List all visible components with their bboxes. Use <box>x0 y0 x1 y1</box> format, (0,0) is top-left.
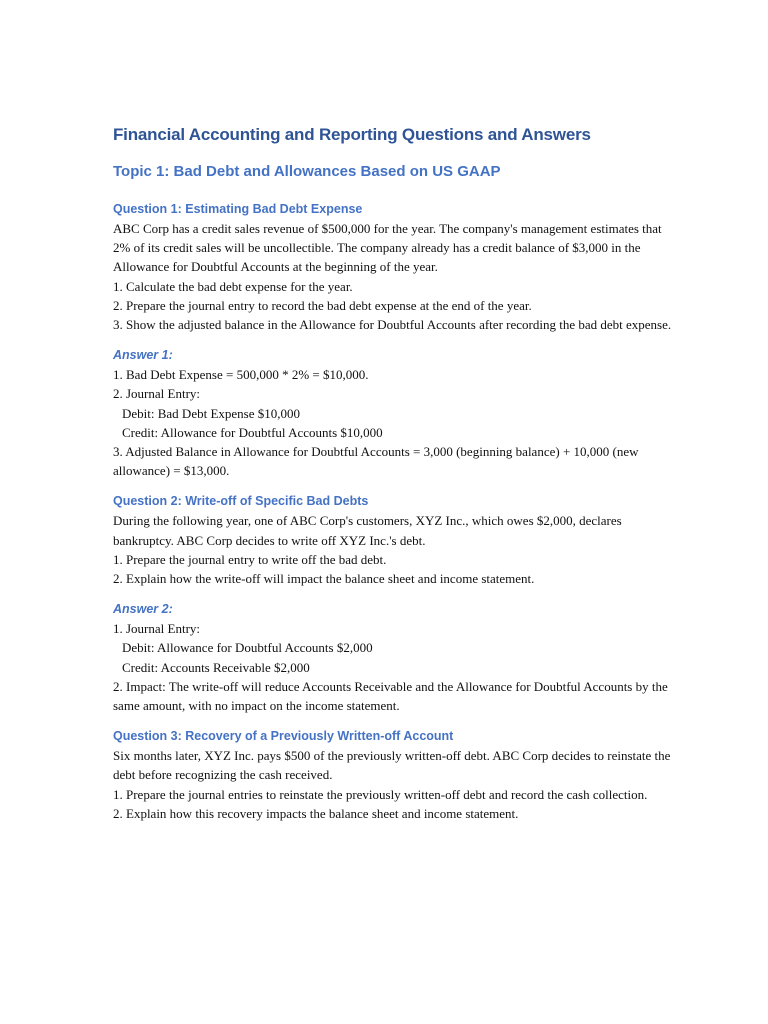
question-1-body: ABC Corp has a credit sales revenue of $500,000 for the year. The company's management estimates that 2% of its credit sales will be uncollectible. The company already has a credit balance of $3,000 in the Allowance for Doubtful Accounts at the beginning of the year. <box>113 221 662 275</box>
answer-2-line: 2. Impact: The write-off will reduce Accounts Receivable and the Allowance for Doubtful Accounts by the same amount, with no impact on the income statement. <box>113 678 668 714</box>
question-1-item: 3. Show the adjusted balance in the Allowance for Doubtful Accounts after recording the bad debt expense. <box>113 317 672 333</box>
answer-1-line: 3. Adjusted Balance in Allowance for Doubtful Accounts = 3,000 (beginning balance) + 10,000 (new allowance) = $13,000. <box>113 444 639 479</box>
question-1-item: 2. Prepare the journal entry to record the bad debt expense at the end of the year. <box>113 297 532 313</box>
question-3-item: 1. Prepare the journal entries to reinstate the previously written-off debt and record the cash collection. <box>113 786 648 802</box>
answer-2-heading: Answer 2: <box>113 602 173 617</box>
question-3-item: 2. Explain how this recovery impacts the balance sheet and income statement. <box>113 805 519 821</box>
question-1 <box>113 200 673 334</box>
question-1-item: 1. Calculate the bad debt expense for the year. <box>113 278 353 294</box>
answer-2-line: 1. Journal Entry: <box>113 621 201 637</box>
answer-1-line: 1. Bad Debt Expense = 500,000 * 2% = $10,000. <box>113 367 369 383</box>
question-3-body: Six months later, XYZ Inc. pays $500 of the previously written-off debt. ABC Corp decides to reinstate the debt before recognizing the cash received. <box>113 748 671 783</box>
document-title: Financial Accounting and Reporting Questions and Answers <box>113 125 591 144</box>
document-page <box>113 124 673 835</box>
question-3-heading: Question 3: Recovery of a Previously Written-off Account <box>113 729 454 744</box>
answer-1-heading: Answer 1: <box>113 348 173 363</box>
question-1-heading: Question 1: Estimating Bad Debt Expense <box>113 202 363 216</box>
question-2-item: 2. Explain how the write-off will impact the balance sheet and income statement. <box>113 571 535 587</box>
question-2-item: 1. Prepare the journal entry to write off the bad debt. <box>113 551 387 567</box>
answer-2-debit: Debit: Allowance for Doubtful Accounts $2,000 <box>122 640 373 656</box>
answer-2-credit: Credit: Accounts Receivable $2,000 <box>122 659 310 675</box>
question-2-heading: Question 2: Write-off of Specific Bad Debts <box>113 494 369 509</box>
answer-1-debit: Debit: Bad Debt Expense $10,000 <box>122 405 300 421</box>
answer-1-line: 2. Journal Entry: <box>113 386 201 402</box>
question-2-body: During the following year, one of ABC Corp's customers, XYZ Inc., which owes $2,000, declares bankruptcy. ABC Corp decides to write off XYZ Inc.'s debt. <box>113 513 622 548</box>
answer-1 <box>113 346 673 480</box>
answer-2 <box>113 600 673 715</box>
question-3 <box>113 727 673 823</box>
question-2 <box>113 492 673 588</box>
answer-1-credit: Credit: Allowance for Doubtful Accounts $10,000 <box>122 424 383 440</box>
topic-title: Topic 1: Bad Debt and Allowances Based on US GAAP <box>113 163 501 180</box>
